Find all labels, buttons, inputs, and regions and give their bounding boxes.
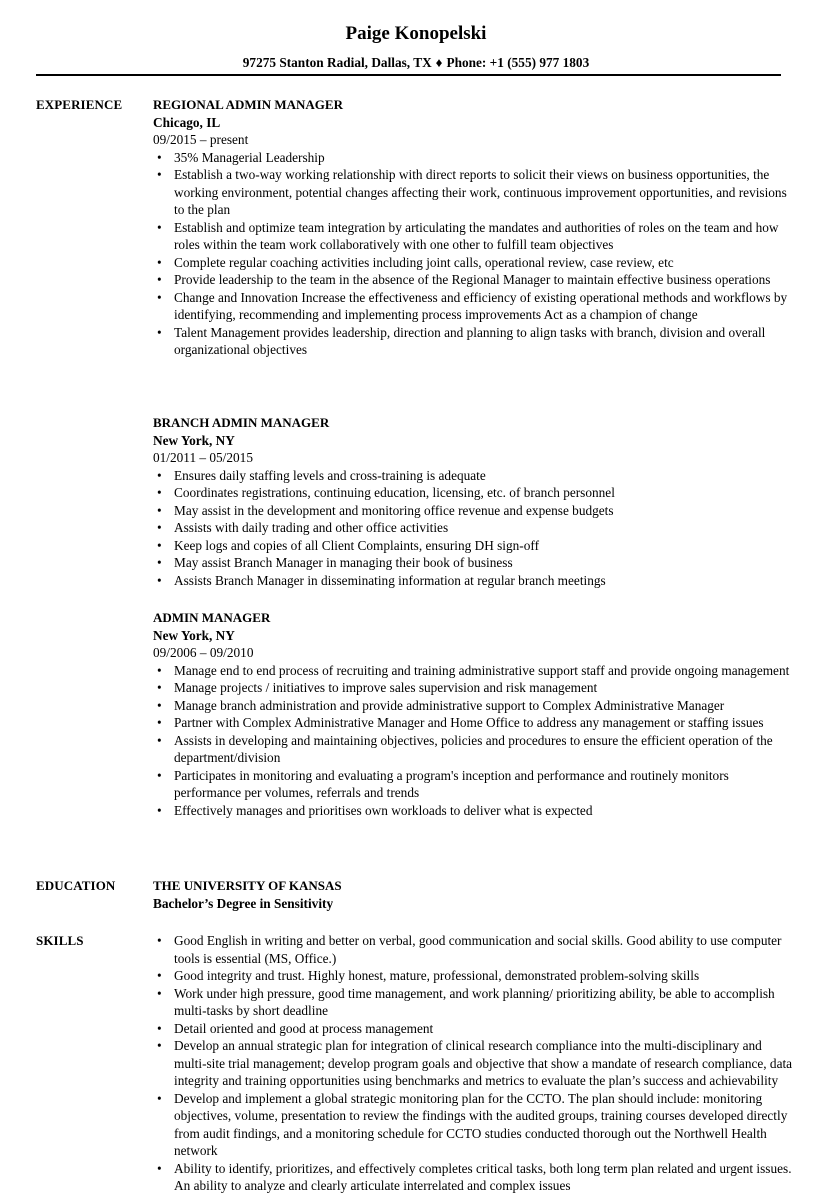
job-dates: 09/2006 – 09/2010 [153,645,254,660]
list-item: • Change and Innovation Increase the effectiveness and efficiency of existing operational methods and workflows by identifying, recommending and implementing process improvements Act as a champion of change [153,289,793,324]
job-title: BRANCH ADMIN MANAGER [153,415,330,430]
list-item: • Coordinates registrations, continuing education, licensing, etc. of branch personnel [153,484,793,502]
skills-bullets [153,932,793,1195]
job-title: REGIONAL ADMIN MANAGER [153,97,343,112]
job-entry [153,96,793,359]
list-item: • Keep logs and copies of all Client Complaints, ensuring DH sign-off [153,537,793,555]
list-item: • Detail oriented and good at process management [153,1020,793,1038]
job-entry [153,414,793,589]
list-item: • Establish and optimize team integration by articulating the mandates and authorities of roles on the team and how roles within the team work collaboratively with one other to fulfill team objectives [153,219,793,254]
job-dates: 09/2015 – present [153,132,249,147]
list-item: • Complete regular coaching activities including joint calls, operational review, case review, etc [153,254,793,272]
list-item: • May assist in the development and monitoring office revenue and expense budgets [153,502,793,520]
list-item: • Develop and implement a global strategic monitoring plan for the CCTO. The plan should include: monitoring objectives, volume, presentation to review the findings with the audited groups, training courses developed directly from audit findings, and a monitoring schedule for CCTO studies conducted thorough out the Northwell Health network [153,1090,793,1160]
degree: Bachelor’s Degree in Sensitivity [153,895,334,911]
list-item: • Participates in monitoring and evaluating a program's inception and performance and routinely monitors performance per volumes, referrals and trends [153,767,793,802]
list-item: • 35% Managerial Leadership [153,149,793,167]
list-item: • Provide leadership to the team in the absence of the Regional Manager to maintain effective business operations [153,271,793,289]
list-item: • Ability to identify, prioritizes, and effectively completes critical tasks, both long term plan related and urgent issues. An ability to analyze and clearly articulate interrelated and complex issues [153,1160,793,1195]
list-item: • Develop an annual strategic plan for integration of clinical research compliance into the multi-disciplinary and multi-site trial management; develop program goals and objective that show a mandate of research compliance, data integrity and training opportunities using benchmarks and metrics to evaluate the plan’s success and achievability [153,1037,793,1090]
school-name: THE UNIVERSITY OF KANSAS [153,878,342,893]
list-item: • Ensures daily staffing levels and cross-training is adequate [153,467,793,485]
list-item: • Assists with daily trading and other office activities [153,519,793,537]
list-item: • Manage branch administration and provide administrative support to Complex Administrative Manager [153,697,793,715]
job-dates: 01/2011 – 05/2015 [153,450,253,465]
list-item: • Assists in developing and maintaining objectives, policies and procedures to ensure the efficient operation of the department/division [153,732,793,767]
job-location: Chicago, IL [153,114,221,130]
job-title: ADMIN MANAGER [153,610,271,625]
job-bullets [153,662,793,820]
list-item: • Good English in writing and better on verbal, good communication and social skills. Good ability to use computer tools is essential (MS, Office.) [153,932,793,967]
list-item: • May assist Branch Manager in managing their book of business [153,554,793,572]
header-divider [36,74,781,76]
list-item: • Manage projects / initiatives to improve sales supervision and risk management [153,679,793,697]
list-item: • Good integrity and trust. Highly honest, mature, professional, demonstrated problem-solving skills [153,967,793,985]
job-location: New York, NY [153,627,235,643]
list-item: • Work under high pressure, good time management, and work planning/ prioritizing ability, be able to accomplish multi-tasks by short deadline [153,985,793,1020]
phone: Phone: +1 (555) 977 1803 [446,55,590,70]
list-item: • Establish a two-way working relationship with direct reports to solicit their views on business opportunities, the working environment, potential changes affecting their work, continuous improvement opportunities, and revisions to the plan [153,166,793,219]
list-item: • Partner with Complex Administrative Manager and Home Office to address any management or staffing issues [153,714,793,732]
job-bullets [153,149,793,359]
job-bullets [153,467,793,590]
address: 97275 Stanton Radial, Dallas, TX [242,55,432,70]
contact-line [0,54,832,72]
job-entry [153,609,793,819]
job-location: New York, NY [153,432,235,448]
skills-label: SKILLS [36,933,84,948]
list-item: • Effectively manages and prioritises own workloads to deliver what is expected [153,802,793,820]
education-label: EDUCATION [36,878,116,893]
list-item: • Manage end to end process of recruiting and training administrative support staff and provide ongoing management [153,662,793,680]
list-item: • Assists Branch Manager in disseminating information at regular branch meetings [153,572,793,590]
experience-label: EXPERIENCE [36,97,123,112]
resume-name: Paige Konopelski [345,23,487,44]
diamond-separator-icon: ♦ [435,55,443,70]
list-item: • Talent Management provides leadership, direction and planning to align tasks with branch, division and overall organizational objectives [153,324,793,359]
